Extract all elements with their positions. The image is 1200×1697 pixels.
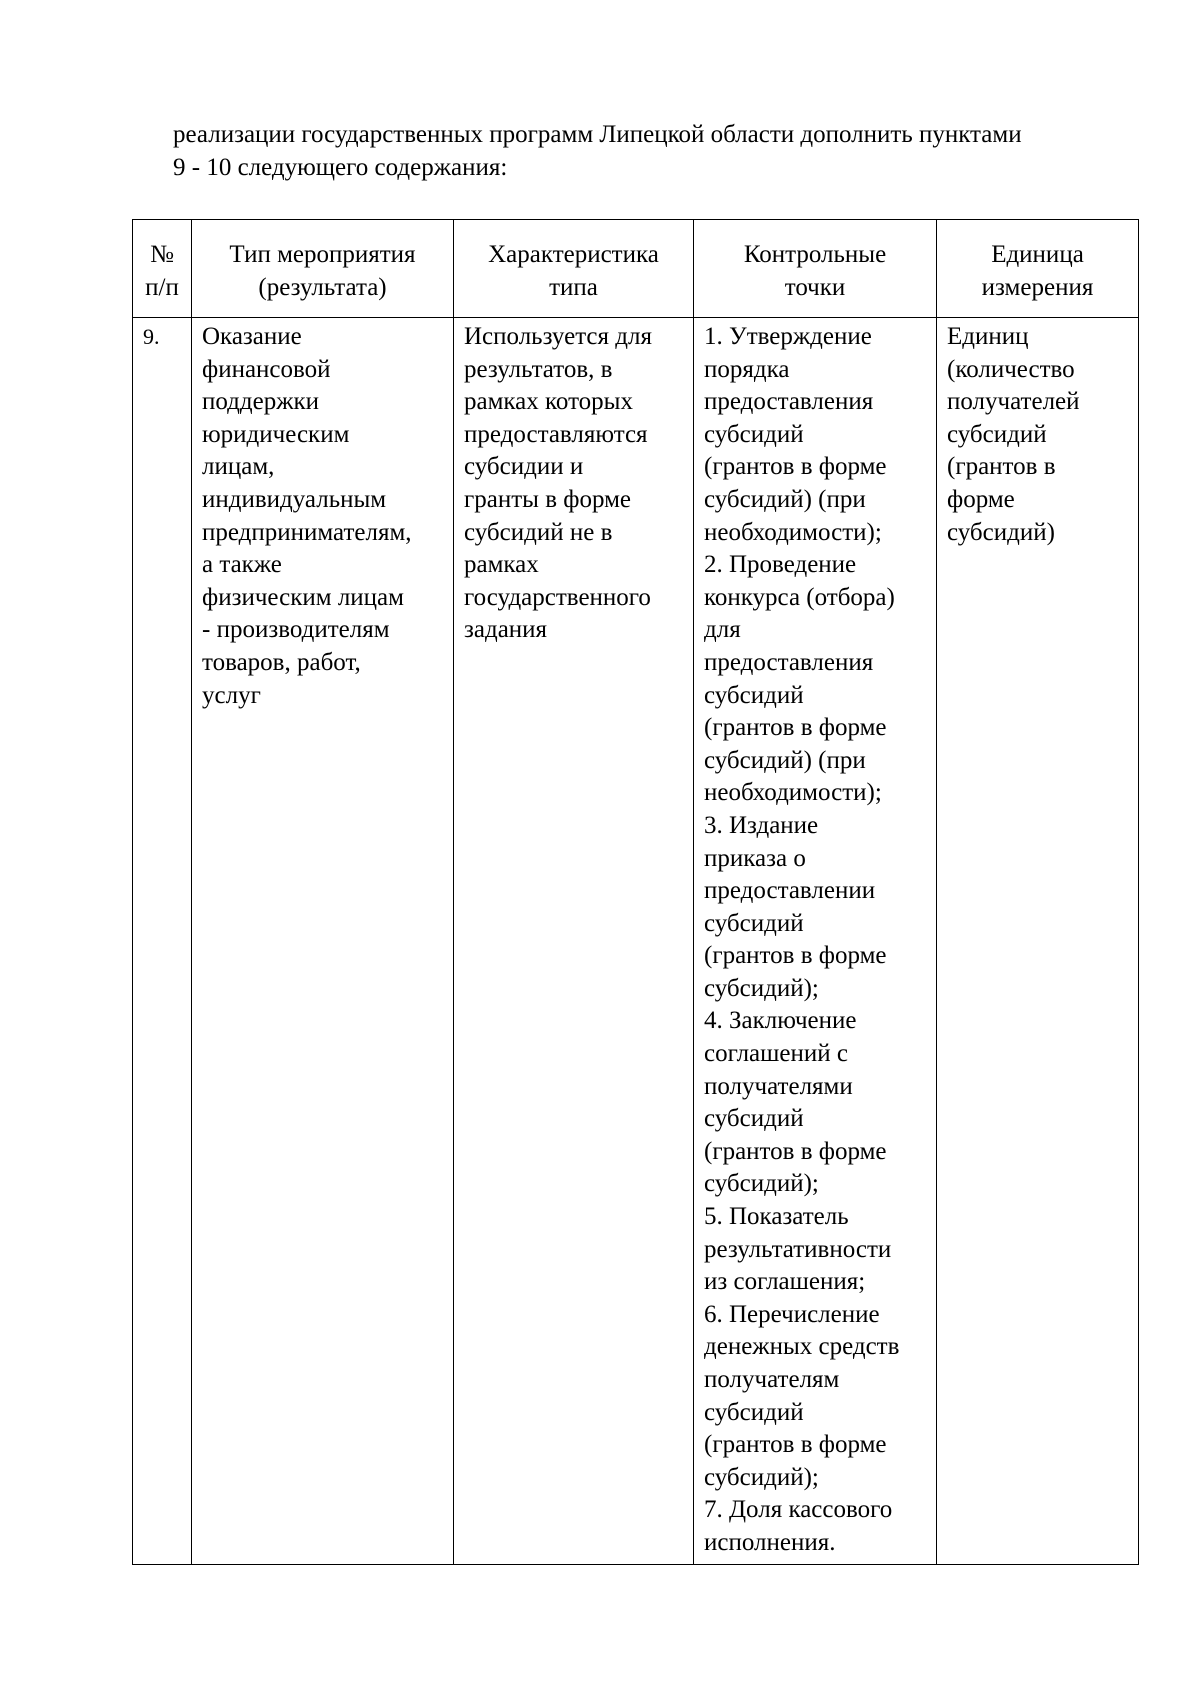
cell-line: денежных средств — [704, 1333, 900, 1361]
cell-line: предоставления — [704, 648, 874, 676]
cell-line: субсидий — [704, 909, 804, 937]
cell-line: задания — [464, 616, 548, 644]
intro-paragraph — [173, 118, 1153, 184]
cell-line: субсидий — [947, 420, 1047, 448]
cell-line: гранты в форме — [464, 485, 631, 513]
cell-line: (грантов в — [947, 453, 1056, 481]
cell-line: (грантов в форме — [704, 942, 887, 970]
cell-line: рамках — [464, 551, 539, 579]
cell-line: 2. Проведение — [704, 551, 857, 579]
header-checkpoints: Контрольные точки — [694, 220, 937, 318]
cell-line: Оказание — [202, 323, 302, 350]
cell-line: конкурса (отбора) — [704, 583, 895, 611]
cell-line: юридическим — [202, 420, 350, 448]
cell-line: субсидии и — [464, 453, 584, 481]
cell-line: субсидий) (при — [704, 746, 866, 774]
header-type: Тип мероприятия (результата) — [192, 220, 454, 318]
cell-line: лицам, — [202, 453, 275, 481]
cell-line: государственного — [464, 583, 651, 611]
cell-line: 5. Показатель — [704, 1203, 849, 1231]
cell-line: порядка — [704, 355, 790, 383]
cell-line: субсидий); — [704, 1463, 819, 1491]
cell-line: форме — [947, 485, 1015, 513]
cell-number: 9. — [133, 318, 192, 1565]
cell-line: предоставлении — [704, 877, 876, 905]
cell-line: субсидий); — [704, 974, 819, 1002]
cell-line: поддержки — [202, 388, 319, 416]
cell-line: субсидий — [704, 681, 804, 709]
cell-characteristic — [454, 318, 694, 1565]
cell-line: субсидий) (при — [704, 485, 866, 513]
table-row — [133, 318, 1139, 1565]
header-characteristic: Характеристика типа — [454, 220, 694, 318]
cell-line: субсидий — [704, 420, 804, 448]
cell-line: финансовой — [202, 355, 331, 383]
cell-line: 3. Издание — [704, 811, 819, 839]
cell-line: товаров, работ, — [202, 648, 361, 676]
cell-line: а также — [202, 551, 282, 579]
cell-line: индивидуальным — [202, 485, 387, 513]
intro-line-2: 9 - 10 следующего содержания: — [173, 154, 508, 181]
cell-line: (грантов в форме — [704, 453, 887, 481]
cell-line: (грантов в форме — [704, 714, 887, 742]
cell-type — [192, 318, 454, 1565]
cell-line: результативности — [704, 1235, 892, 1263]
cell-line: 1. Утверждение — [704, 323, 872, 350]
cell-line: получателям — [704, 1366, 840, 1393]
cell-line: 7. Доля кассового — [704, 1496, 893, 1524]
cell-line: рамках которых — [464, 388, 633, 416]
cell-checkpoints — [694, 318, 937, 1565]
cell-line: субсидий) — [947, 518, 1055, 546]
cell-line: субсидий — [704, 1105, 804, 1133]
cell-line: Используется для — [464, 323, 652, 350]
cell-line: Единиц — [947, 323, 1029, 350]
cell-line: необходимости); — [704, 518, 882, 546]
cell-line: исполнения. — [704, 1528, 836, 1556]
cell-line: соглашений с — [704, 1040, 848, 1068]
cell-line: (грантов в форме — [704, 1431, 887, 1459]
cell-line: из соглашения; — [704, 1268, 866, 1296]
cell-line: необходимости); — [704, 779, 882, 807]
cell-line: получателями — [704, 1072, 853, 1100]
cell-line: 6. Перечисление — [704, 1300, 880, 1328]
measures-table — [132, 219, 1139, 1565]
cell-line: приказа о — [704, 844, 806, 872]
cell-line: физическим лицам — [202, 583, 404, 611]
cell-line: субсидий — [704, 1398, 804, 1426]
header-number: № п/п — [133, 220, 192, 318]
cell-line: субсидий не в — [464, 518, 613, 546]
cell-line: получателей — [947, 388, 1080, 416]
cell-line: (количество — [947, 355, 1075, 383]
table-header-row — [133, 220, 1139, 318]
cell-line: предоставления — [704, 388, 874, 416]
cell-line: (грантов в форме — [704, 1137, 887, 1165]
cell-line: для — [704, 616, 741, 644]
cell-line: предпринимателям, — [202, 518, 412, 546]
cell-line: услуг — [202, 681, 261, 709]
cell-line: субсидий); — [704, 1170, 819, 1198]
cell-line: результатов, в — [464, 355, 613, 383]
cell-unit — [937, 318, 1139, 1565]
header-unit: Единица измерения — [937, 220, 1139, 318]
cell-line: 4. Заключение — [704, 1007, 857, 1035]
intro-line-1: реализации государственных программ Липецкой области дополнить пунктами — [173, 121, 1022, 148]
cell-line: предоставляются — [464, 420, 648, 448]
cell-line: - производителям — [202, 616, 390, 644]
